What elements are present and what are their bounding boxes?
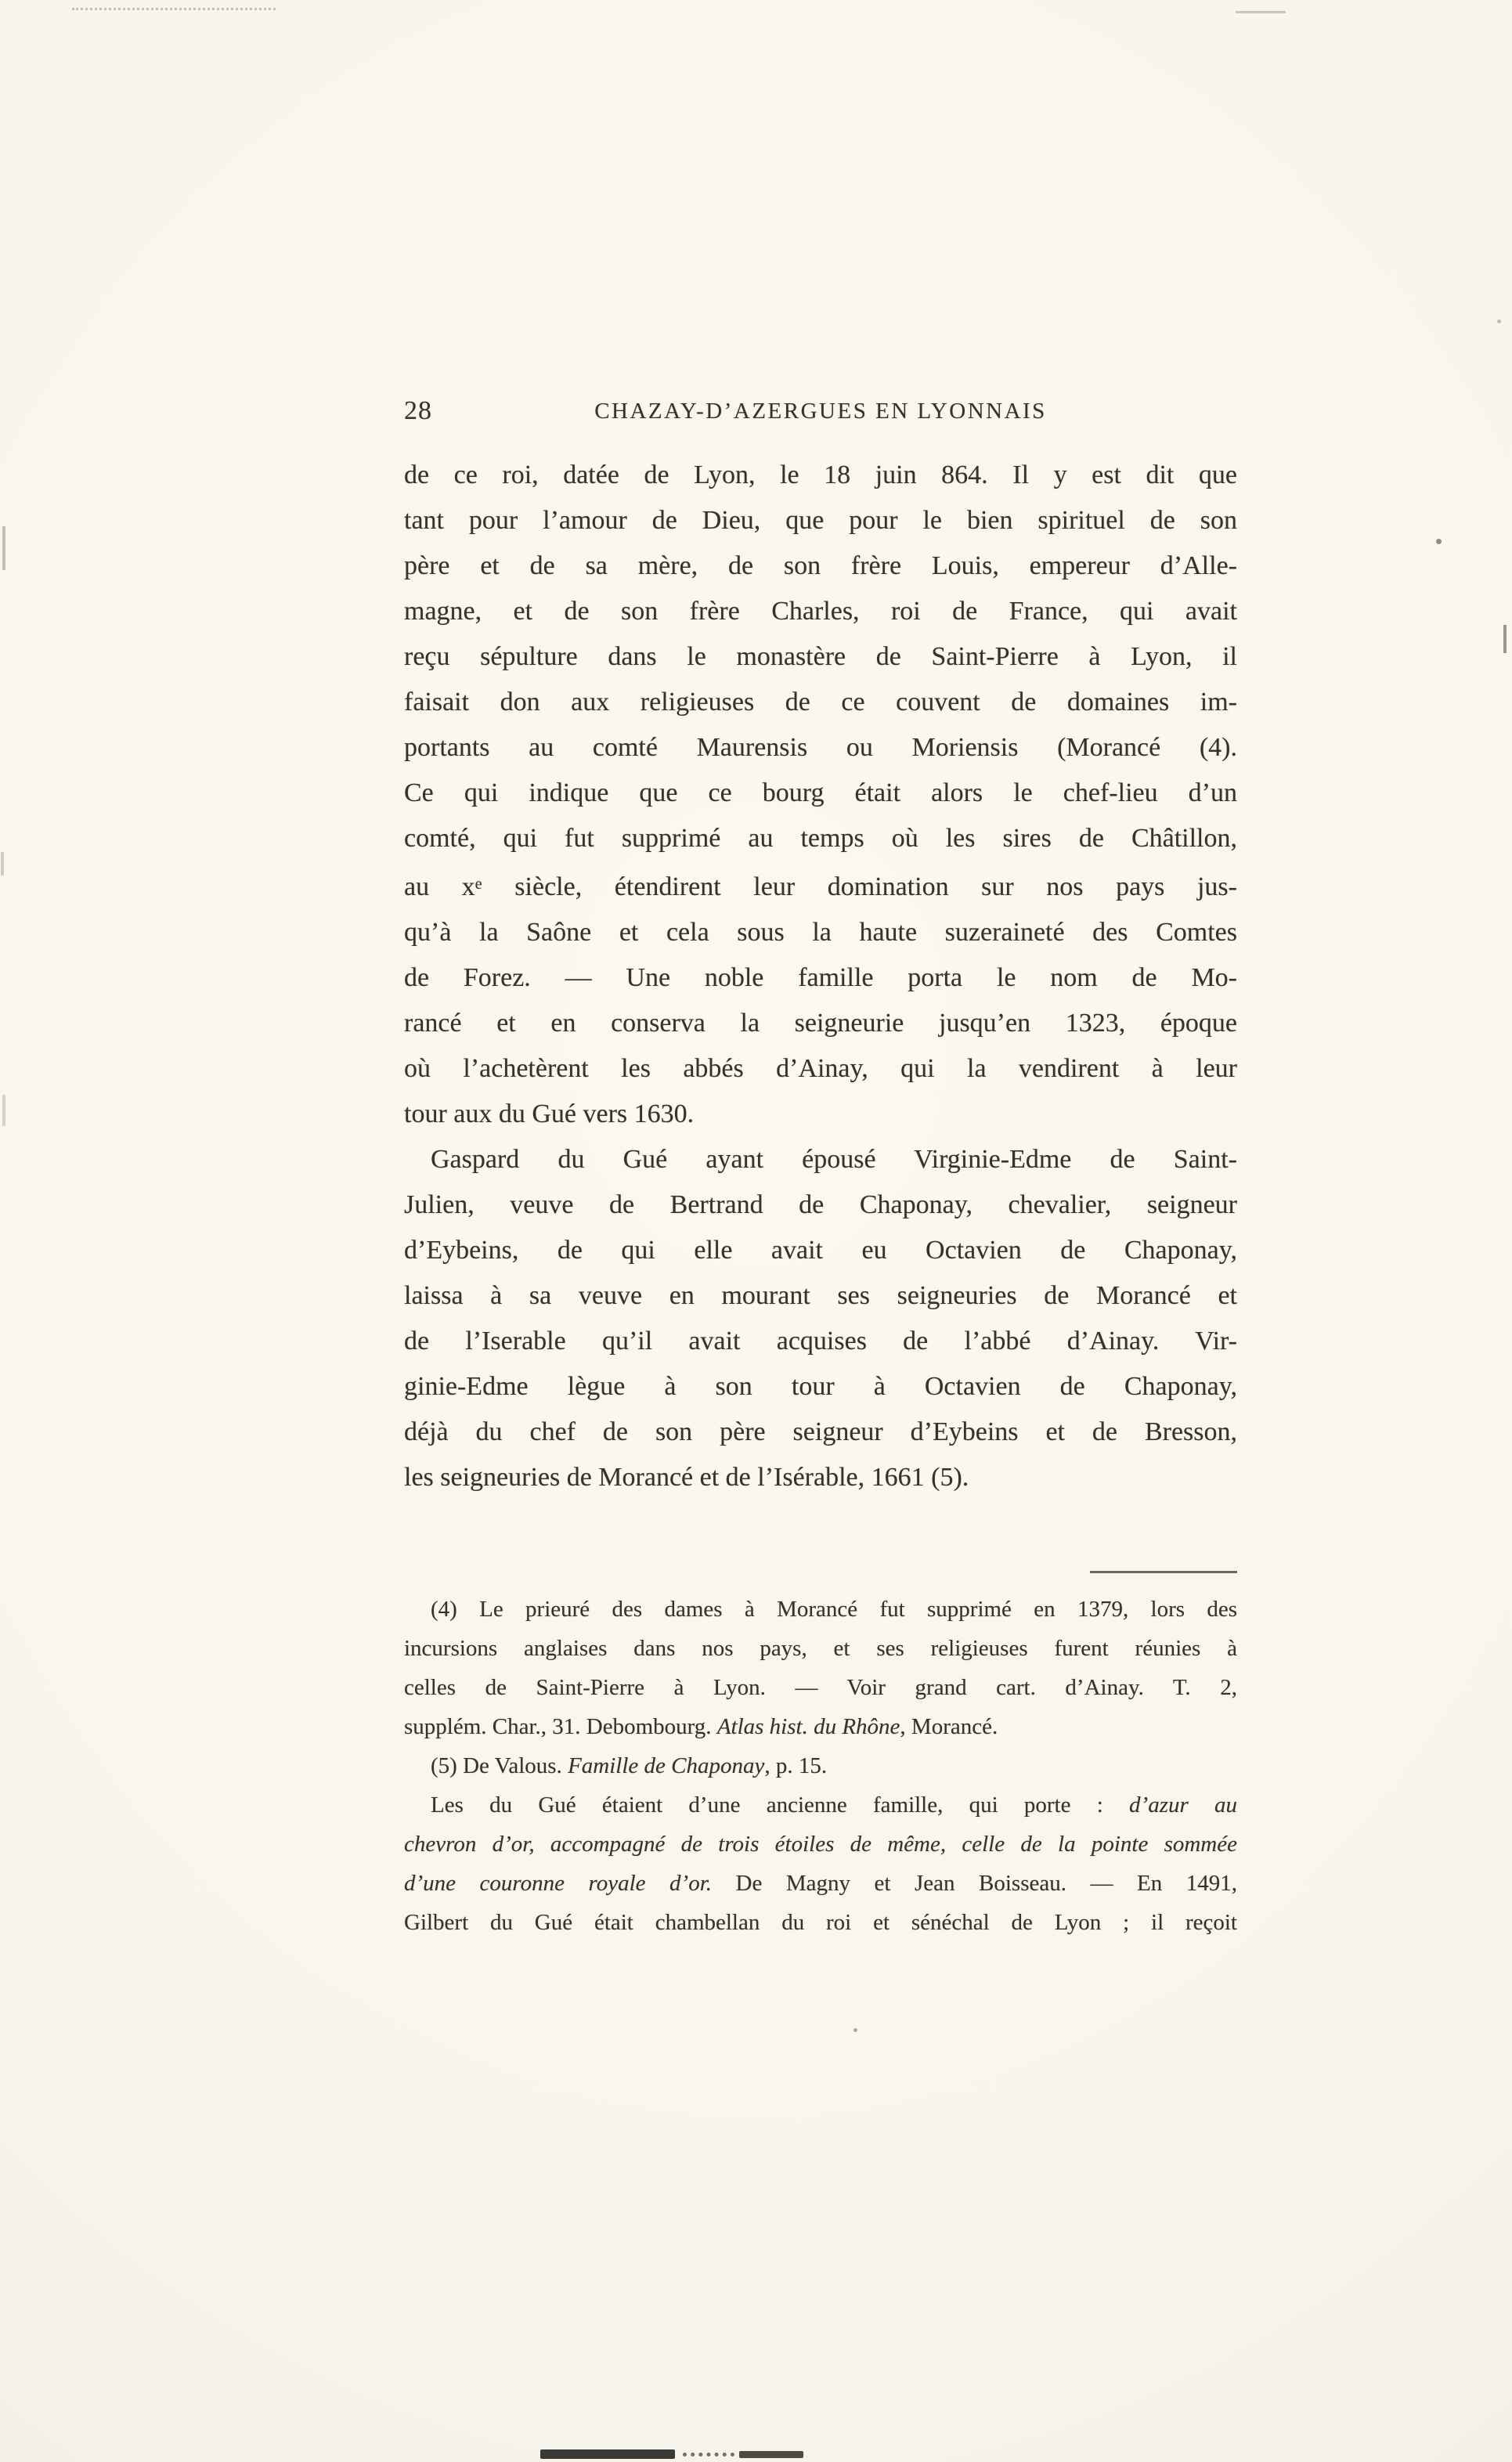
body-paragraph-2: [404, 1137, 1237, 1500]
text-line: reçu sépulture dans le monastère de Saint-Pierre à Lyon, il: [404, 642, 1237, 671]
text-line: les seigneuries de Morancé et de l’Isérable, 1661 (5).: [404, 1463, 969, 1493]
text-line: de Forez. — Une noble famille porta le nom de Mo-: [404, 963, 1237, 993]
text-line: tant pour l’amour de Dieu, que pour le bien spirituel de son: [404, 506, 1237, 535]
text-line: celles de Saint-Pierre à Lyon. — Voir grand cart. d’Ainay. T. 2,: [404, 1675, 1237, 1700]
text-line: ginie-Edme lègue à son tour à Octavien de Chaponay,: [404, 1372, 1237, 1402]
scan-artifact-left-tick: [2, 526, 5, 570]
footnote-4: [404, 1590, 1237, 1746]
scan-artifact-dot: [853, 2028, 857, 2032]
text-line: d’Eybeins, de qui elle avait eu Octavien de Chaponay,: [404, 1236, 1237, 1265]
text-line: (4) Le prieuré des dames à Morancé fut supprimé en 1379, lors des: [431, 1597, 1237, 1622]
text-line: incursions anglaises dans nos pays, et ses religieuses furent réunies à: [404, 1636, 1237, 1661]
scan-artifact-top-dots: [72, 8, 276, 10]
running-title: CHAZAY-D’AZERGUES EN LYONNAIS: [594, 399, 1047, 424]
text-line: père et de sa mère, de son frère Louis, empereur d’Alle-: [404, 551, 1237, 580]
scan-artifact-bottom-bar: [739, 2451, 803, 2458]
text-line: Julien, veuve de Bertrand de Chaponay, chevalier, seigneur: [404, 1190, 1237, 1220]
body-paragraph-1: [404, 453, 1237, 1137]
scan-artifact-dot: [1436, 539, 1442, 544]
scan-artifact-left-tick: [2, 1095, 5, 1126]
scan-artifact-right-tick: [1503, 625, 1507, 653]
scan-artifact-bottom-bar: [683, 2453, 734, 2460]
text-line: magne, et de son frère Charles, roi de France, qui avait: [404, 597, 1237, 626]
footnotes: [404, 1590, 1237, 1942]
text-line: rancé et en conserva la seigneurie jusqu’en 1323, époque: [404, 1009, 1237, 1038]
footnote-6: [404, 1785, 1237, 1942]
text-line: Ce qui indique que ce bourg était alors le chef-lieu d’un: [404, 778, 1237, 807]
text-line: comté, qui fut supprimé au temps où les sires de Châtillon,: [404, 824, 1237, 853]
text-line: supplém. Char., 31. Debombourg. Atlas hist. du Rhône, Morancé.: [404, 1714, 998, 1739]
text-line: au $x^e$ siècle, étendirent leur domination sur nos pays jus-: [404, 872, 1237, 902]
text-line: d’une couronne royale d’or. De Magny et Jean Boisseau. — En 1491,: [404, 1871, 1237, 1896]
text-line: déjà du chef de son père seigneur d’Eybeins et de Bresson,: [404, 1417, 1237, 1447]
text-line: tour aux du Gué vers 1630.: [404, 1099, 695, 1129]
scan-artifact-left-tick: [1, 852, 4, 875]
body-text: [404, 453, 1237, 1500]
text-line: qu’à la Saône et cela sous la haute suzeraineté des Comtes: [404, 918, 1237, 948]
text-line: (5) De Valous. Famille de Chaponay, p. 15.: [431, 1753, 828, 1778]
footnote-5: [404, 1746, 1237, 1785]
text-line: où l’achetèrent les abbés d’Ainay, qui la vendirent à leur: [404, 1054, 1237, 1084]
text-line: de ce roi, datée de Lyon, le 18 juin 864. Il y est dit que: [404, 460, 1237, 489]
text-line: de l’Iserable qu’il avait acquises de l’abbé d’Ainay. Vir-: [404, 1327, 1237, 1356]
text-line: laissa à sa veuve en mourant ses seigneuries de Morancé et: [404, 1281, 1237, 1311]
page-number: 28: [404, 396, 432, 425]
text-line: faisait don aux religieuses de ce couvent de domaines im-: [404, 688, 1237, 717]
text-line: Gaspard du Gué ayant épousé Virginie-Edme de Saint-: [431, 1145, 1237, 1175]
scan-artifact-bottom-bar: [540, 2449, 675, 2459]
page-header: [404, 393, 1237, 429]
text-line: chevron d’or, accompagné de trois étoiles de même, celle de la pointe sommée: [404, 1832, 1237, 1857]
text-line: Gilbert du Gué était chambellan du roi et sénéchal de Lyon ; il reçoit: [404, 1910, 1237, 1935]
footnote-separator-rule: [1090, 1571, 1237, 1573]
scan-artifact-top-dash: [1236, 11, 1286, 13]
scan-artifact-dot: [1497, 319, 1501, 323]
text-line: portants au comté Maurensis ou Moriensis (Morancé (4).: [404, 733, 1237, 762]
text-line: Les du Gué étaient d’une ancienne famille, qui porte : d’azur au: [431, 1792, 1237, 1818]
